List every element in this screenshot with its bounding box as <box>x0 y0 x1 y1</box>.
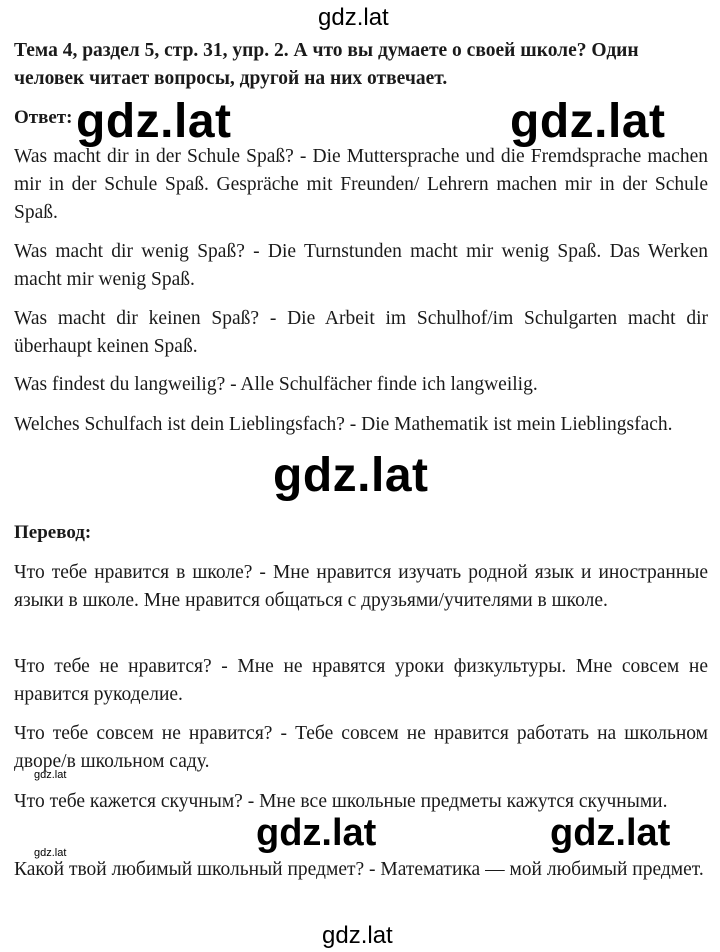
answer-paragraph-1: Was macht dir in der Schule Spaß? - Die Muttersprache und die Fremdsprache machen mir in der Schule Spaß. Gespräche mit Freunden/ Lehrern machen mir in der Schule Spaß. <box>14 146 708 223</box>
watermark-bottom: gdz.lat <box>322 922 393 949</box>
answer-paragraph-3: Was macht dir keinen Spaß? - Die Arbeit im Schulhof/im Schulgarten macht dir überhaupt keinen Spaß. <box>14 308 708 357</box>
watermark-tiny-2: gdz.lat <box>34 847 67 859</box>
translation-paragraph-1: Что тебе нравится в школе? - Мне нравится изучать родной язык и иностранные языки в школе. Мне нравится общаться с друзьями/учителями в школе. <box>14 562 708 611</box>
translation-paragraph-3: Что тебе совсем не нравится? - Тебе совсем не нравится работать на школьном дворе/в школьном саду. <box>14 723 708 772</box>
watermark-mid-right: gdz.lat <box>550 812 671 854</box>
watermark-mid-left: gdz.lat <box>256 812 377 854</box>
watermark-large-center: gdz.lat <box>273 449 429 502</box>
watermark-tiny-1: gdz.lat <box>34 769 67 781</box>
watermark-large-right: gdz.lat <box>510 95 666 148</box>
answer-paragraph-5: Welches Schulfach ist dein Lieblingsfach? - Die Mathematik ist mein Lieblingsfach. <box>14 414 673 435</box>
translation-label: Перевод: <box>14 522 92 543</box>
answer-paragraph-2: Was macht dir wenig Spaß? - Die Turnstunden macht mir wenig Spaß. Das Werken macht mir wenig Spaß. <box>14 241 708 290</box>
translation-paragraph-2: Что тебе не нравится? - Мне не нравятся уроки физкультуры. Мне совсем не нравится рукоделие. <box>14 656 708 705</box>
translation-paragraph-4: Что тебе кажется скучным? - Мне все школьные предметы кажутся скучными. <box>14 791 668 812</box>
watermark-large-left: gdz.lat <box>76 95 232 148</box>
answer-paragraph-4: Was findest du langweilig? - Alle Schulfächer finde ich langweilig. <box>14 374 538 395</box>
translation-paragraph-5: Какой твой любимый школьный предмет? - Математика — мой любимый предмет. <box>14 859 704 880</box>
watermark-top: gdz.lat <box>318 4 389 31</box>
exercise-title: Тема 4, раздел 5, стр. 31, упр. 2. А что вы думаете о своей школе? Один человек читает вопросы, другой на них отвечает. <box>14 40 639 89</box>
answer-label: Ответ: <box>14 107 73 128</box>
